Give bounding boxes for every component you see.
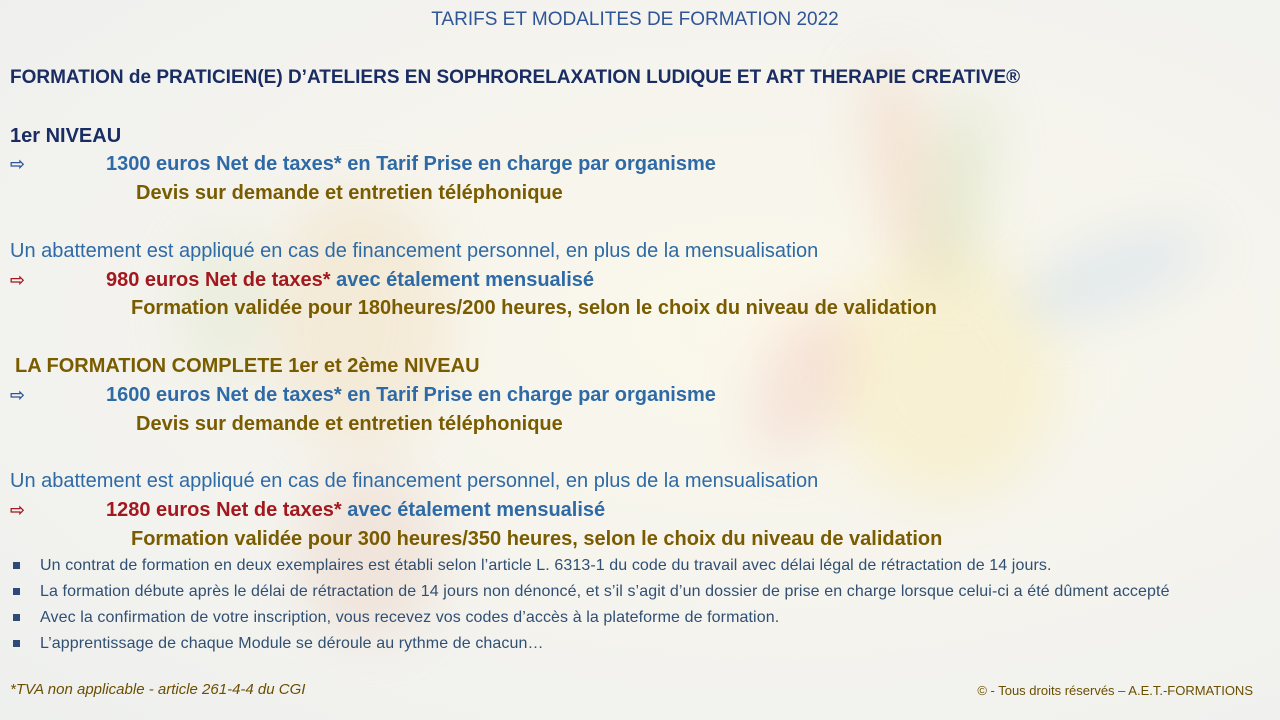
complete-tariff-org — [10, 383, 716, 407]
level1-reduction-note: Un abattement est appliqué en cas de financement personnel, en plus de la mensualisation — [10, 240, 819, 262]
list-item-text: La formation débute après le délai de rétractation de 14 jours non dénoncé, et s’il s’agit d’un dossier de prise en charge lorsque celui-ci a été dûment accepté — [40, 583, 1170, 600]
bullet-square-icon — [13, 562, 20, 569]
list-item-text: Un contrat de formation en deux exemplaires est établi selon l’article L. 6313-1 du code du travail avec délai légal de rétractation de 14 jours. — [40, 557, 1052, 574]
complete-quote: Devis sur demande et entretien téléphonique — [136, 413, 563, 435]
complete-tariff-personal-amount: 1280 euros Net de taxes* — [106, 499, 342, 521]
arrow-right-icon: ⇨ — [10, 500, 26, 520]
bullet-square-icon — [13, 640, 20, 647]
arrow-right-icon: ⇨ — [10, 270, 26, 290]
list-item — [10, 606, 1265, 630]
bullet-square-icon — [13, 588, 20, 595]
level1-tariff-personal — [10, 268, 594, 292]
tva-note: *TVA non applicable - article 261-4-4 du CGI — [10, 681, 306, 698]
copyright-notice: © - Tous droits réservés – A.E.T.-FORMATIONS — [977, 683, 1253, 698]
arrow-right-icon: ⇨ — [10, 154, 26, 174]
bullet-square-icon — [13, 614, 20, 621]
complete-tariff-org-text: en Tarif Prise en charge par organisme — [341, 384, 716, 406]
complete-validation: Formation validée pour 300 heures/350 heures, selon le choix du niveau de validation — [131, 528, 943, 550]
complete-heading: LA FORMATION COMPLETE 1er et 2ème NIVEAU — [15, 355, 480, 377]
level1-tariff-personal-text: avec étalement mensualisé — [330, 269, 595, 291]
level1-validation: Formation validée pour 180heures/200 heures, selon le choix du niveau de validation — [131, 297, 937, 319]
list-item — [10, 580, 1265, 604]
level1-tariff-org — [10, 152, 716, 176]
list-item-text: Avec la confirmation de votre inscription, vous recevez vos codes d’accès à la plateforme de formation. — [40, 609, 780, 626]
list-item-text: L’apprentissage de chaque Module se déroule au rythme de chacun… — [40, 635, 544, 652]
complete-tariff-personal — [10, 498, 605, 522]
complete-tariff-org-amount: 1600 euros Net de taxes* — [106, 384, 342, 406]
complete-reduction-note: Un abattement est appliqué en cas de financement personnel, en plus de la mensualisation — [10, 470, 819, 492]
level1-quote: Devis sur demande et entretien téléphonique — [136, 182, 563, 204]
level1-tariff-personal-amount: 980 euros Net de taxes* — [106, 269, 331, 291]
level1-tariff-org-text: en Tarif Prise en charge par organisme — [341, 153, 716, 175]
level1-heading: 1er NIVEAU — [10, 125, 122, 147]
page-title: TARIFS ET MODALITES DE FORMATION 2022 — [431, 9, 839, 30]
list-item — [10, 632, 1265, 656]
level1-tariff-org-amount: 1300 euros Net de taxes* — [106, 153, 342, 175]
formation-subtitle: FORMATION de PRATICIEN(E) D’ATELIERS EN SOPHRORELAXATION LUDIQUE ET ART THERAPIE CREATIVE® — [10, 67, 1021, 88]
complete-tariff-personal-text: avec étalement mensualisé — [341, 499, 606, 521]
conditions-list — [10, 554, 1265, 658]
arrow-right-icon: ⇨ — [10, 385, 26, 405]
list-item — [10, 554, 1265, 578]
